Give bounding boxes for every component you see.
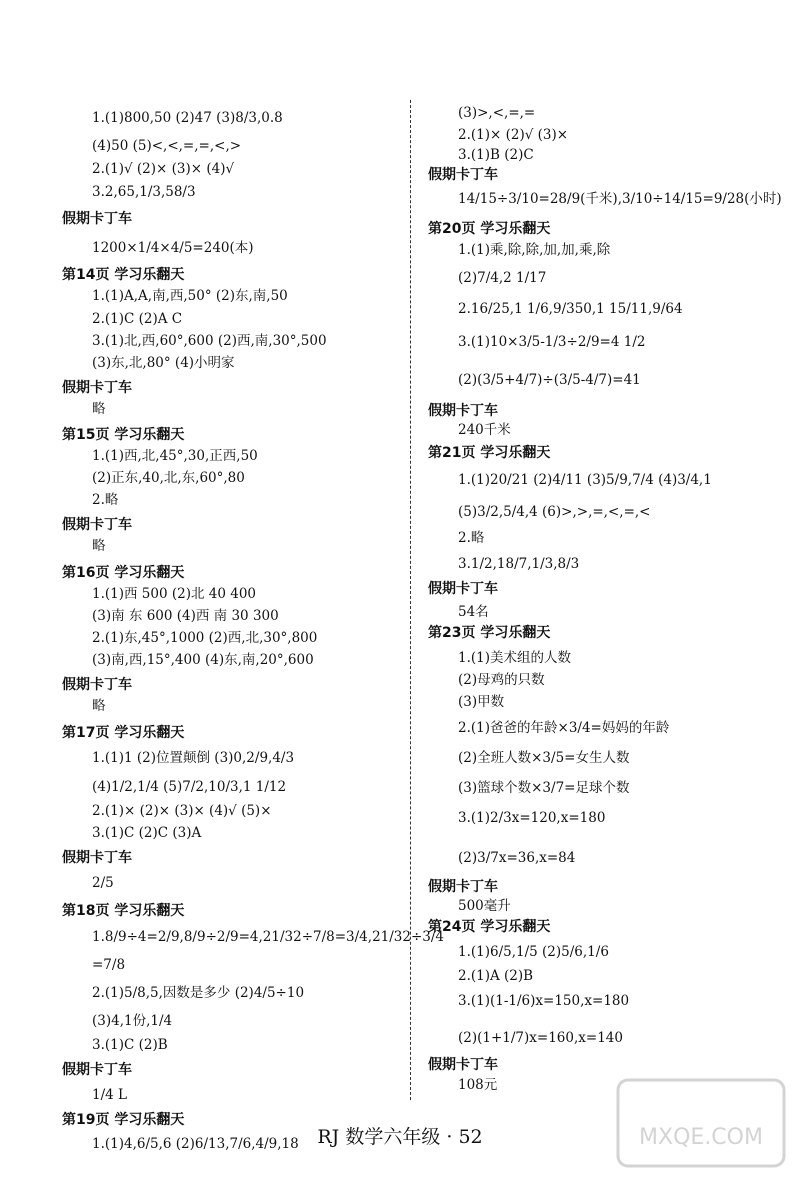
section-heading: 假期卡丁车 [428, 581, 498, 597]
section-heading: 假期卡丁车 [62, 211, 132, 227]
answer-line: 3.(1)10×3/5-1/3÷2/9=4 1/2 [458, 334, 646, 350]
answer-line: 1.(1)西,北,45°,30,正西,50 [92, 448, 258, 464]
section-heading: 假期卡丁车 [428, 879, 498, 895]
column-divider [410, 100, 411, 1100]
answer-line: 3.(1)C (2)C (3)A [92, 825, 202, 841]
answer-line: 240千米 [458, 422, 511, 438]
answer-line: (4)1/2,1/4 (5)7/2,10/3,1 1/12 [92, 779, 287, 795]
answer-line: (3)>,<,=,= [458, 105, 536, 121]
section-heading: 第15页 学习乐翻天 [62, 427, 185, 443]
answer-line: 1.(1)800,50 (2)47 (3)8/3,0.8 [92, 110, 283, 126]
answer-line: 3.2,65,1/3,58/3 [92, 184, 196, 200]
answer-line: (3)甲数 [458, 694, 505, 710]
answer-line: 3.(1)B (2)C [458, 147, 534, 163]
answer-line: 1.(1)乘,除,除,加,加,乘,除 [458, 242, 611, 258]
answer-line: 1.(1)西 500 (2)北 40 400 [92, 586, 257, 602]
answer-line: 14/15÷3/10=28/9(千米),3/10÷14/15=9/28(小时) [458, 191, 782, 207]
answer-line: 略 [92, 698, 106, 714]
answer-line: 2.略 [458, 530, 485, 546]
answer-line: (2)7/4,2 1/17 [458, 270, 547, 286]
answer-line: 1200×1/4×4/5=240(本) [92, 240, 254, 256]
answer-line: 2.16/25,1 1/6,9/350,1 15/11,9/64 [458, 301, 683, 317]
answer-line: 1/4 L [92, 1087, 127, 1103]
answer-line: (2)母鸡的只数 [458, 672, 545, 688]
answer-line: (3)东,北,80° (4)小明家 [92, 355, 235, 371]
answer-line: 108元 [458, 1077, 498, 1093]
answer-line: (2)(1+1/7)x=160,x=140 [458, 1030, 623, 1046]
answer-line: 1.(1)6/5,1/5 (2)5/6,1/6 [458, 944, 609, 960]
answer-line: 2.(1)× (2)√ (3)× [458, 127, 569, 143]
answer-line: 54名 [458, 604, 489, 620]
section-heading: 假期卡丁车 [428, 403, 498, 419]
section-heading: 第20页 学习乐翻天 [428, 221, 551, 237]
answer-line: 3.(1)C (2)B [92, 1037, 168, 1053]
section-heading: 第23页 学习乐翻天 [428, 625, 551, 641]
section-heading: 假期卡丁车 [62, 380, 132, 396]
answer-line: 3.1/2,18/7,1/3,8/3 [458, 556, 580, 572]
answer-line: (2)3/7x=36,x=84 [458, 850, 576, 866]
answer-line: 3.(1)2/3x=120,x=180 [458, 810, 606, 826]
answer-line: (4)50 (5)<,<,=,=,<,> [92, 138, 242, 154]
section-heading: 假期卡丁车 [428, 167, 498, 183]
answer-line: (3)篮球个数×3/7=足球个数 [458, 780, 630, 796]
section-heading: 假期卡丁车 [62, 517, 132, 533]
answer-line: 略 [92, 538, 106, 554]
answer-line: 略 [92, 401, 106, 417]
section-heading: 假期卡丁车 [62, 850, 132, 866]
answer-line: (3)4,1份,1/4 [92, 1013, 173, 1029]
answer-line: (2)正东,40,北,东,60°,80 [92, 470, 245, 486]
answer-line: 2.略 [92, 492, 119, 508]
section-heading: 假期卡丁车 [62, 677, 132, 693]
watermark-text: MXQE.COM [639, 1125, 763, 1150]
section-heading: 第14页 学习乐翻天 [62, 267, 185, 283]
answer-line: 1.(1)1 (2)位置颠倒 (3)0,2/9,4/3 [92, 750, 295, 766]
answer-line: 2.(1)东,45°,1000 (2)西,北,30°,800 [92, 630, 318, 646]
answer-line: 1.8/9÷4=2/9,8/9÷2/9=4,21/32÷7/8=3/4,21/32÷3/4 [92, 929, 445, 945]
answer-line: 1.(1)美术组的人数 [458, 650, 572, 666]
answer-line: 2.(1)× (2)× (3)× (4)√ (5)× [92, 803, 272, 819]
answer-line: (5)3/2,5/4,4 (6)>,>,=,<,=,< [458, 504, 651, 520]
answer-line: (3)南,西,15°,400 (4)东,南,20°,600 [92, 652, 314, 668]
answer-line: 2.(1)5/8,5,因数是多少 (2)4/5÷10 [92, 985, 305, 1001]
answer-line: 1.(1)A,A,南,西,50° (2)东,南,50 [92, 288, 288, 304]
section-heading: 第17页 学习乐翻天 [62, 725, 185, 741]
section-heading: 第18页 学习乐翻天 [62, 903, 185, 919]
section-heading: 假期卡丁车 [428, 1057, 498, 1073]
answer-line: 2.(1)A (2)B [458, 968, 534, 984]
answer-line: 500毫升 [458, 898, 511, 914]
section-heading: 第21页 学习乐翻天 [428, 445, 551, 461]
answer-line: 1.(1)4,6/5,6 (2)6/13,7/6,4/9,18 [92, 1136, 299, 1152]
answer-line: (3)南 东 600 (4)西 南 30 300 [92, 608, 279, 624]
answer-line: 3.(1)(1-1/6)x=150,x=180 [458, 993, 630, 1009]
watermark-logo [616, 1078, 786, 1168]
page-footer: RJ 数学六年级 · 52 [317, 1126, 483, 1148]
answer-line: (2)全班人数×3/5=女生人数 [458, 750, 630, 766]
answer-line: (2)(3/5+4/7)÷(3/5-4/7)=41 [458, 372, 641, 388]
answer-line: 2.(1)爸爸的年龄×3/4=妈妈的年龄 [458, 720, 670, 736]
section-heading: 假期卡丁车 [62, 1062, 132, 1078]
answer-line: 2/5 [92, 875, 114, 891]
answer-line: =7/8 [92, 957, 126, 973]
answer-line: 1.(1)20/21 (2)4/11 (3)5/9,7/4 (4)3/4,1 [458, 472, 712, 488]
section-heading: 第16页 学习乐翻天 [62, 565, 185, 581]
answer-line: 2.(1)C (2)A C [92, 311, 183, 327]
section-heading: 第19页 学习乐翻天 [62, 1112, 185, 1128]
section-heading: 第24页 学习乐翻天 [428, 919, 551, 935]
answer-line: 3.(1)北,西,60°,600 (2)西,南,30°,500 [92, 333, 327, 349]
answer-line: 2.(1)√ (2)× (3)× (4)√ [92, 161, 235, 177]
